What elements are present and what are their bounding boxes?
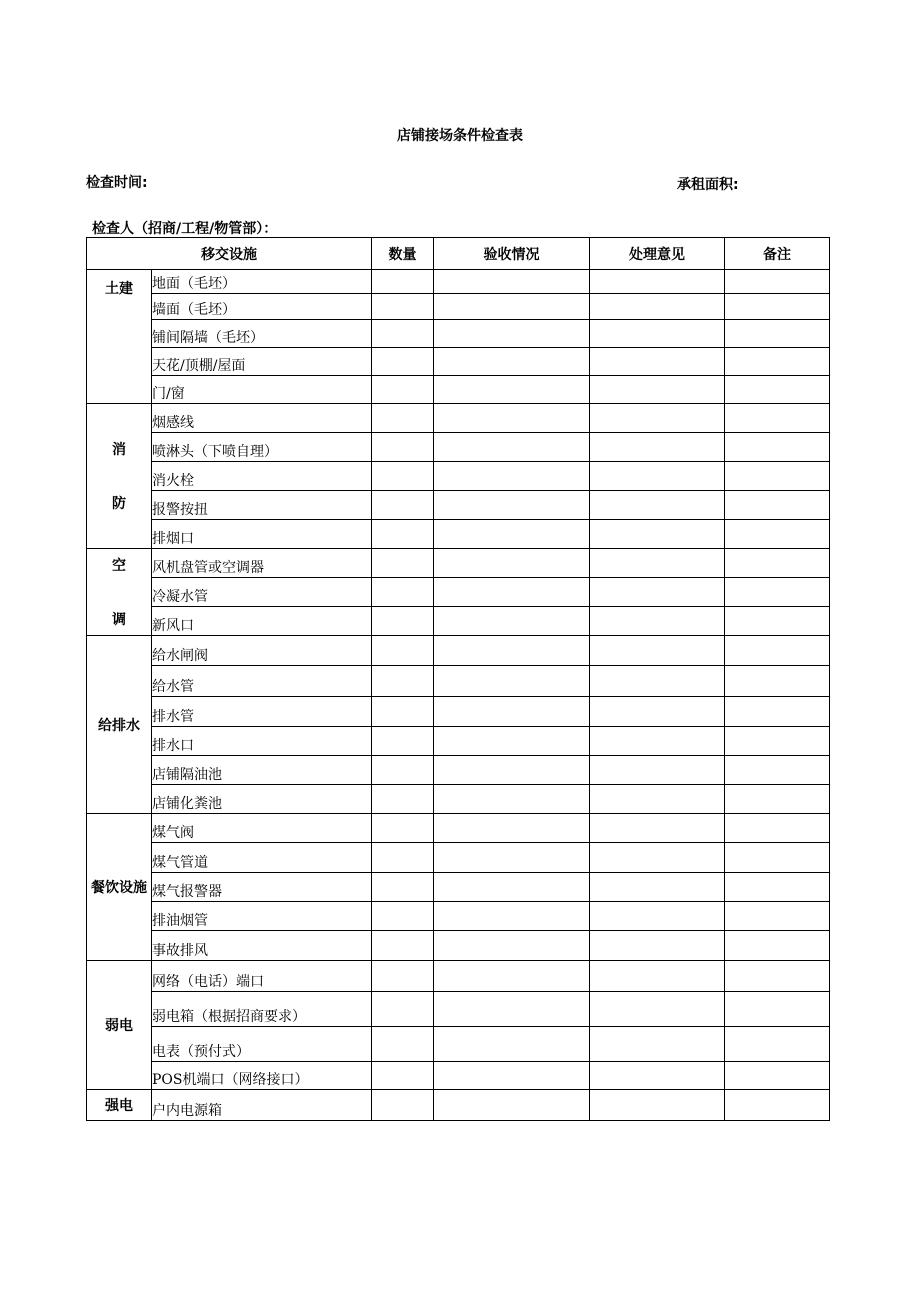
acceptance-cell[interactable] (434, 270, 590, 294)
opinion-cell[interactable] (590, 491, 725, 520)
remarks-cell[interactable] (725, 294, 830, 320)
category-cell (87, 404, 152, 549)
remarks-cell[interactable] (725, 1027, 830, 1062)
inspection-time-label: 检查时间: (86, 175, 148, 191)
category-label: 弱电 (105, 1018, 133, 1034)
remarks-cell[interactable] (725, 376, 830, 404)
category-label: 强电 (105, 1098, 133, 1114)
opinion-cell[interactable] (590, 931, 725, 961)
facility-item: 消火栓 (152, 462, 372, 491)
quantity-cell[interactable] (372, 462, 434, 491)
opinion-cell[interactable] (590, 320, 725, 348)
quantity-cell[interactable] (372, 873, 434, 902)
opinion-cell[interactable] (590, 607, 725, 636)
category-label: 调 (112, 612, 126, 628)
remarks-cell[interactable] (725, 520, 830, 549)
acceptance-cell[interactable] (434, 549, 590, 578)
acceptance-cell[interactable] (434, 404, 590, 433)
opinion-cell[interactable] (590, 270, 725, 294)
table-row (87, 902, 830, 931)
facility-item: 弱电箱（根据招商要求） (152, 992, 372, 1027)
acceptance-cell[interactable] (434, 491, 590, 520)
remarks-cell[interactable] (725, 636, 830, 666)
remarks-cell[interactable] (725, 320, 830, 348)
table-row (87, 491, 830, 520)
quantity-cell[interactable] (372, 433, 434, 462)
remarks-cell[interactable] (725, 931, 830, 961)
remarks-cell[interactable] (725, 270, 830, 294)
header-facility: 移交设施 (87, 238, 372, 270)
table-row (87, 320, 830, 348)
table-row (87, 636, 830, 666)
facility-item: 店铺隔油池 (152, 756, 372, 785)
acceptance-cell[interactable] (434, 814, 590, 843)
facility-item: 事故排风 (152, 931, 372, 961)
acceptance-cell[interactable] (434, 727, 590, 756)
acceptance-cell[interactable] (434, 1090, 590, 1121)
category-cell (87, 961, 152, 1090)
table-row (87, 756, 830, 785)
opinion-cell[interactable] (590, 992, 725, 1027)
facility-item: 喷淋头（下喷自理） (152, 433, 372, 462)
remarks-cell[interactable] (725, 549, 830, 578)
table-row (87, 404, 830, 433)
category-cell (87, 1090, 152, 1121)
table-row (87, 727, 830, 756)
facility-item: 新风口 (152, 607, 372, 636)
facility-item: 报警按扭 (152, 491, 372, 520)
table-row (87, 348, 830, 376)
acceptance-cell[interactable] (434, 462, 590, 491)
table-row (87, 843, 830, 873)
remarks-cell[interactable] (725, 785, 830, 814)
table-row (87, 1090, 830, 1121)
category-cell (87, 636, 152, 814)
opinion-cell[interactable] (590, 462, 725, 491)
remarks-cell[interactable] (725, 607, 830, 636)
header-acceptance: 验收情况 (434, 238, 590, 270)
acceptance-cell[interactable] (434, 1027, 590, 1062)
table-row (87, 578, 830, 607)
acceptance-cell[interactable] (434, 931, 590, 961)
acceptance-cell[interactable] (434, 756, 590, 785)
remarks-cell[interactable] (725, 697, 830, 727)
quantity-cell[interactable] (372, 814, 434, 843)
acceptance-cell[interactable] (434, 697, 590, 727)
acceptance-cell[interactable] (434, 843, 590, 873)
opinion-cell[interactable] (590, 348, 725, 376)
opinion-cell[interactable] (590, 1090, 725, 1121)
facility-item: 煤气报警器 (152, 873, 372, 902)
remarks-cell[interactable] (725, 462, 830, 491)
header-quantity: 数量 (372, 238, 434, 270)
opinion-cell[interactable] (590, 727, 725, 756)
facility-item: 门/窗 (152, 376, 372, 404)
remarks-cell[interactable] (725, 491, 830, 520)
acceptance-cell[interactable] (434, 961, 590, 992)
table-row (87, 433, 830, 462)
opinion-cell[interactable] (590, 697, 725, 727)
facility-item: 排油烟管 (152, 902, 372, 931)
remarks-cell[interactable] (725, 814, 830, 843)
table-row (87, 666, 830, 697)
opinion-cell[interactable] (590, 520, 725, 549)
opinion-cell[interactable] (590, 1062, 725, 1090)
remarks-cell[interactable] (725, 727, 830, 756)
quantity-cell[interactable] (372, 320, 434, 348)
facility-item: 烟感线 (152, 404, 372, 433)
acceptance-cell[interactable] (434, 294, 590, 320)
acceptance-cell[interactable] (434, 348, 590, 376)
quantity-cell[interactable] (372, 1062, 434, 1090)
table-row (87, 376, 830, 404)
facility-item: 铺间隔墙（毛坯） (152, 320, 372, 348)
inspector-label: 检查人（招商/工程/物管部）： (92, 221, 278, 237)
remarks-cell[interactable] (725, 433, 830, 462)
opinion-cell[interactable] (590, 549, 725, 578)
facility-item: 给水闸阀 (152, 636, 372, 666)
table-row (87, 931, 830, 961)
opinion-cell[interactable] (590, 636, 725, 666)
quantity-cell[interactable] (372, 902, 434, 931)
opinion-cell[interactable] (590, 843, 725, 873)
category-label: 给排水 (98, 717, 140, 734)
header-row (87, 238, 830, 270)
table-row (87, 873, 830, 902)
quantity-cell[interactable] (372, 491, 434, 520)
table-row (87, 549, 830, 578)
quantity-cell[interactable] (372, 294, 434, 320)
quantity-cell[interactable] (372, 666, 434, 697)
acceptance-cell[interactable] (434, 520, 590, 549)
table-row (87, 814, 830, 843)
acceptance-cell[interactable] (434, 1062, 590, 1090)
acceptance-cell[interactable] (434, 636, 590, 666)
acceptance-cell[interactable] (434, 785, 590, 814)
acceptance-cell[interactable] (434, 578, 590, 607)
acceptance-cell[interactable] (434, 376, 590, 404)
quantity-cell[interactable] (372, 931, 434, 961)
acceptance-cell[interactable] (434, 873, 590, 902)
acceptance-cell[interactable] (434, 320, 590, 348)
table-row (87, 785, 830, 814)
opinion-cell[interactable] (590, 666, 725, 697)
remarks-cell[interactable] (725, 961, 830, 992)
table-row (87, 697, 830, 727)
category-cell (87, 814, 152, 961)
opinion-cell[interactable] (590, 294, 725, 320)
quantity-cell[interactable] (372, 636, 434, 666)
opinion-cell[interactable] (590, 756, 725, 785)
header-opinion: 处理意见 (590, 238, 725, 270)
remarks-cell[interactable] (725, 843, 830, 873)
page-title: 店铺接场条件检查表 (397, 128, 523, 144)
opinion-cell[interactable] (590, 578, 725, 607)
opinion-cell[interactable] (590, 814, 725, 843)
acceptance-cell[interactable] (434, 433, 590, 462)
category-cell (87, 270, 152, 404)
category-label: 土建 (105, 281, 133, 297)
quantity-cell[interactable] (372, 376, 434, 404)
acceptance-cell[interactable] (434, 666, 590, 697)
facility-item: 排烟口 (152, 520, 372, 549)
opinion-cell[interactable] (590, 902, 725, 931)
quantity-cell[interactable] (372, 348, 434, 376)
facility-item: 给水管 (152, 666, 372, 697)
remarks-cell[interactable] (725, 902, 830, 931)
opinion-cell[interactable] (590, 1027, 725, 1062)
category-label: 餐饮设施 (91, 880, 147, 896)
quantity-cell[interactable] (372, 270, 434, 294)
facility-item: 冷凝水管 (152, 578, 372, 607)
facility-item: 店铺化粪池 (152, 785, 372, 814)
category-label: 防 (112, 496, 126, 512)
header-remarks: 备注 (725, 238, 830, 270)
facility-item: 排水管 (152, 697, 372, 727)
remarks-cell[interactable] (725, 348, 830, 376)
facility-item: 地面（毛坯） (152, 270, 372, 294)
table-row (87, 607, 830, 636)
table-row (87, 992, 830, 1027)
quantity-cell[interactable] (372, 992, 434, 1027)
facility-item: 户内电源箱 (152, 1090, 372, 1121)
remarks-cell[interactable] (725, 1062, 830, 1090)
remarks-cell[interactable] (725, 1090, 830, 1121)
facility-item: 网络（电话）端口 (152, 961, 372, 992)
facility-item: 天花/顶棚/屋面 (152, 348, 372, 376)
quantity-cell[interactable] (372, 404, 434, 433)
opinion-cell[interactable] (590, 785, 725, 814)
quantity-cell[interactable] (372, 961, 434, 992)
quantity-cell[interactable] (372, 843, 434, 873)
quantity-cell[interactable] (372, 785, 434, 814)
facility-item: 排水口 (152, 727, 372, 756)
remarks-cell[interactable] (725, 404, 830, 433)
remarks-cell[interactable] (725, 578, 830, 607)
acceptance-cell[interactable] (434, 902, 590, 931)
facility-item: POS机端口（网络接口） (152, 1062, 372, 1090)
inspection-table (86, 237, 830, 1121)
facility-item: 煤气管道 (152, 843, 372, 873)
table-row (87, 520, 830, 549)
quantity-cell[interactable] (372, 697, 434, 727)
table-row (87, 462, 830, 491)
facility-item: 电表（预付式） (152, 1027, 372, 1062)
table-row (87, 1062, 830, 1090)
opinion-cell[interactable] (590, 376, 725, 404)
quantity-cell[interactable] (372, 727, 434, 756)
acceptance-cell[interactable] (434, 992, 590, 1027)
table-row (87, 270, 830, 294)
facility-item: 墙面（毛坯） (152, 294, 372, 320)
leased-area-label: 承租面积: (677, 177, 739, 193)
facility-item: 风机盘管或空调器 (152, 549, 372, 578)
acceptance-cell[interactable] (434, 607, 590, 636)
opinion-cell[interactable] (590, 433, 725, 462)
quantity-cell[interactable] (372, 578, 434, 607)
table-row (87, 961, 830, 992)
remarks-cell[interactable] (725, 666, 830, 697)
remarks-cell[interactable] (725, 873, 830, 902)
quantity-cell[interactable] (372, 520, 434, 549)
opinion-cell[interactable] (590, 961, 725, 992)
remarks-cell[interactable] (725, 756, 830, 785)
category-cell (87, 549, 152, 636)
opinion-cell[interactable] (590, 873, 725, 902)
quantity-cell[interactable] (372, 549, 434, 578)
opinion-cell[interactable] (590, 404, 725, 433)
quantity-cell[interactable] (372, 1027, 434, 1062)
table-row (87, 1027, 830, 1062)
category-label: 空 (112, 558, 126, 574)
facility-item: 煤气阀 (152, 814, 372, 843)
quantity-cell[interactable] (372, 607, 434, 636)
quantity-cell[interactable] (372, 1090, 434, 1121)
table-row (87, 294, 830, 320)
remarks-cell[interactable] (725, 992, 830, 1027)
quantity-cell[interactable] (372, 756, 434, 785)
category-label: 消 (112, 442, 126, 458)
